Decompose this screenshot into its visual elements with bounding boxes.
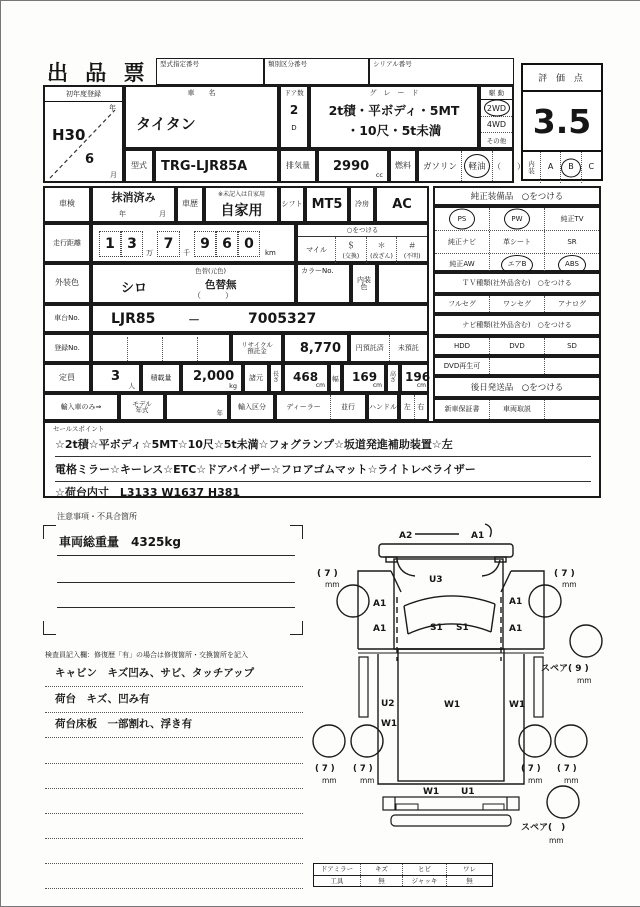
vehicle-name: タイタン [136, 115, 196, 133]
front-left-wheel [337, 585, 369, 617]
dvd-empty-2 [544, 358, 599, 374]
mileage-km-unit: km [265, 249, 276, 257]
registration-no-cell [91, 333, 231, 363]
blank-line-4 [45, 838, 303, 839]
equip-airbag: エアB [489, 254, 544, 275]
inspector-line-2: 荷台 キズ、凹み有 [45, 691, 303, 713]
model-code-label: 型式 [124, 149, 154, 183]
chassis-code: LJR85 [111, 311, 156, 327]
circle-note: ○をつける [298, 225, 427, 237]
exterior-color-value: シロ [121, 281, 148, 296]
label-a2: A2 [399, 531, 413, 541]
ac-label: 冷房 [349, 186, 375, 223]
truck-diagram [301, 513, 640, 858]
first-reg-year: H30 [52, 126, 86, 144]
tread-front-left-unit: mm [325, 580, 340, 589]
model-year-unit: 年 [216, 408, 223, 417]
class-division-no-label: 類別区分番号 [268, 60, 307, 68]
model-year-cell [165, 393, 229, 421]
load-label: 積載量 [141, 363, 181, 393]
color-change-label: 色替(元色) [195, 267, 227, 275]
tread-front-right: ( 7 ) [554, 569, 575, 579]
tv-type-header: ＴＶ種類(社外品含む) ○をつける [433, 272, 601, 294]
shift-label: シフト [279, 186, 305, 223]
grade-label: グ レ ー ド [369, 89, 419, 97]
tv-analog: アナログ [544, 296, 599, 312]
width-value: 169 [352, 370, 378, 384]
history-note: ※未記入は自家用 [217, 190, 266, 198]
history-value: 自家用 [220, 203, 263, 219]
mileage-digit-4: 9 [194, 231, 216, 257]
notes-title: 注意事項・不具合箇所 [57, 512, 137, 521]
tread-rear-left-inner-unit: mm [360, 776, 375, 785]
tread-rear-right-outer: ( 7 ) [557, 764, 577, 774]
equip-tv: 純正TV [544, 208, 599, 230]
interior-color-label: 内装 色 [351, 263, 377, 304]
vehicle-name-label: 車 名 [187, 89, 216, 97]
mileage-man-unit: 万 [146, 249, 153, 257]
spare-top-unit: mm [577, 676, 592, 685]
width-unit: cm [372, 382, 382, 389]
jack-none: 無 [446, 876, 492, 886]
shift-value: MT5 [305, 186, 349, 223]
bracket-bl [43, 621, 56, 635]
chassis-no-cell [91, 304, 429, 333]
spare-bottom-label: スペア( ) [521, 823, 566, 833]
deposit-paid: 円預託済 [355, 343, 384, 352]
meter-exchanged-option: ＄ (交換) [335, 237, 366, 263]
capacity-cell [91, 363, 141, 393]
chassis-dash: － [188, 313, 201, 327]
height-value: 196 [405, 370, 431, 384]
displacement-label: 排気量 [279, 149, 317, 183]
notes-rule-3 [57, 607, 295, 608]
interior-grade-c: C [581, 152, 601, 183]
tread-rear-right-outer-unit: mm [564, 776, 579, 785]
evaluation-score: 3.5 [532, 101, 592, 141]
tool-none: 無 [360, 876, 402, 886]
model-code: TRG-LJR85A [161, 159, 248, 174]
import-only-label: 輸入車のみ⇒ [43, 393, 119, 421]
label-a1-right-bottom: A1 [509, 624, 523, 634]
notes-rule-1 [57, 555, 295, 556]
inspector-line-1: キャビン キズ凹み、サビ、タッチアップ [45, 665, 303, 687]
registration-no-label: 登録No. [43, 333, 91, 363]
bracket-tl [43, 525, 56, 539]
notes-box [43, 525, 303, 635]
serial-no-box [369, 58, 514, 85]
month-unit: 月 [110, 171, 117, 179]
label-s1-left: S1 [430, 623, 443, 633]
class-division-no-box [264, 58, 369, 85]
interior-grade-b: B [560, 152, 580, 183]
spec-label: 諸元 [243, 363, 269, 393]
recycle-amount-cell [283, 333, 349, 363]
equip-abs: ABS [544, 254, 599, 275]
meter-unknown-option: ＃ (不明) [396, 237, 427, 263]
import-class-label: 輸入区分 [229, 393, 275, 421]
shaken-year-unit: 年 [119, 210, 126, 218]
mirror-label: ドアミラー [320, 865, 354, 874]
label-u2: U2 [381, 699, 395, 709]
reg-divider-3 [197, 337, 198, 361]
mileage-digit-1: 1 [99, 231, 121, 257]
notes-rule-2 [57, 582, 295, 583]
exterior-color-cell [91, 263, 296, 304]
oem-equipment-header: 純正装備品 ○をつける [433, 186, 601, 206]
dvd-playable: DVD再生可 [443, 361, 481, 370]
handle-label: ハンドル [367, 393, 399, 421]
drive-other: その他 [481, 132, 512, 147]
height-label: 高さ [386, 363, 400, 393]
deposit-status-cell [349, 333, 429, 363]
interior-grade-label: 内 装 [528, 160, 535, 175]
equip-navi: 純正ナビ [448, 237, 476, 246]
front-right-wheel [529, 585, 561, 617]
tread-front-left: ( 7 ) [317, 569, 338, 579]
ac-value: AC [375, 186, 429, 223]
gross-weight: 車両総重量 4325kg [59, 535, 181, 549]
serial-no-label: シリアル番号 [373, 60, 412, 68]
fuel-gasoline: ガソリン [422, 162, 457, 172]
navi-type-row [433, 336, 601, 356]
later-shipping-row [433, 398, 601, 421]
spare-bottom-unit: mm [549, 836, 564, 845]
displacement-value: 2990 [333, 159, 370, 174]
equip-leather-seat: 革シート [489, 231, 544, 253]
grade-cell [309, 85, 479, 149]
grade-line2: ・10尺・5t未満 [346, 123, 442, 138]
equip-ps: PS [435, 208, 489, 230]
mirror-crack: ヒビ [402, 864, 446, 875]
label-u1: U1 [461, 787, 475, 797]
width-label: 幅 [329, 363, 342, 393]
exterior-color-label: 外装色 [43, 263, 91, 304]
meter-tampered-option: ＊ (改ざん) [366, 237, 397, 263]
interior-grade-a: A [540, 152, 560, 183]
length-value: 468 [293, 370, 319, 384]
mileage-digit-5: 6 [216, 231, 238, 257]
model-designation-no-box [156, 58, 264, 85]
spare-tire-bottom [547, 786, 579, 818]
recycle-deposit-label: リサイクル 預託金 [231, 333, 283, 363]
mileage-digit-3: 7 [157, 231, 180, 257]
sales-line-2: 電格ミラー☆キーレス☆ETC☆ドアバイザー☆フロアゴムマット☆ライトレベライザー [55, 461, 591, 482]
color-change-value: 色替無 [205, 279, 237, 291]
label-w1-left: W1 [381, 719, 398, 729]
mileage-digit-6: 0 [238, 231, 260, 257]
vehicle-name-cell [124, 85, 279, 149]
load-unit: kg [229, 381, 237, 390]
tv-type-row [433, 294, 601, 314]
first-registration-label: 初年度登録 [45, 87, 122, 102]
mileage-label: 走行距離 [43, 223, 91, 263]
label-w1-mid: W1 [444, 700, 461, 710]
mirror-tool-table [313, 863, 493, 887]
mirror-scratch: キズ [360, 864, 402, 875]
tread-rear-left-inner: ( 7 ) [353, 764, 373, 774]
spare-tire-top [570, 625, 602, 657]
ship-warranty-book: 新車保証書 [444, 405, 480, 413]
tread-rear-left-outer-unit: mm [322, 776, 337, 785]
color-no-cell [296, 263, 351, 304]
doors-sub: D [291, 123, 297, 132]
inspector-line-3: 荷台床板 一部割れ、浮き有 [45, 716, 303, 738]
sales-points-box [43, 421, 601, 498]
navi-sd: SD [544, 338, 599, 354]
recycle-amount: 8,770 [299, 341, 341, 356]
chassis-serial: 7005327 [248, 311, 317, 327]
blank-line-3 [45, 813, 303, 814]
inspector-note: 検査員記入欄：修復歴「有」の場合は修復箇所・交換箇所を記入 [45, 651, 248, 659]
blank-line-1 [45, 763, 303, 764]
handle-left: 左 [403, 402, 411, 411]
doors-count: 2 [289, 103, 299, 117]
capacity-unit: 人 [128, 381, 135, 390]
height-unit: cm [416, 382, 426, 389]
handle-right: 右 [414, 395, 428, 419]
tread-front-right-unit: mm [562, 580, 577, 589]
dvd-playable-row [433, 356, 601, 376]
chassis-no-label: 車台No. [43, 304, 91, 333]
grade-line1: 2t積・平ボディ・5MT [328, 103, 460, 118]
rear-left-outer-wheel [313, 725, 345, 757]
tread-rear-right-inner: ( 7 ) [521, 764, 541, 774]
label-w1-right: W1 [509, 700, 526, 710]
spare-top-label: スペア( 9 ) [541, 664, 589, 674]
blank-line-5 [45, 863, 303, 864]
first-reg-month: 6 [85, 152, 95, 167]
jack-label: ジャッキ [402, 876, 446, 886]
shaken-month-unit: 月 [159, 210, 166, 218]
fuel-cell [417, 149, 525, 183]
sales-line-3: ☆荷台内寸 L3133 W1637 H381 [55, 486, 241, 499]
ship-manual: 車両取説 [489, 400, 544, 419]
tread-rear-left-outer: ( 7 ) [315, 764, 335, 774]
mirror-broken: ワレ [446, 864, 492, 875]
mileage-digit-2: 3 [121, 231, 143, 257]
import-class-cell [275, 393, 367, 421]
tv-fullseg: フルセグ [448, 299, 476, 308]
length-unit: cm [315, 382, 325, 389]
blank-line-2 [45, 788, 303, 789]
page-title: 出 品 票 [47, 61, 150, 85]
height-cell [400, 363, 429, 393]
first-registration-cell [43, 85, 124, 183]
history-label: 車歴 [176, 186, 204, 223]
equip-aw: 純正AW [449, 260, 475, 268]
drive-4wd: 4WD [481, 116, 512, 132]
navi-dvd: DVD [489, 338, 544, 354]
model-year-label: モデル 年式 [119, 393, 165, 421]
width-cell [342, 363, 386, 393]
history-cell [204, 186, 279, 223]
mile-label: マイル [306, 245, 327, 254]
tread-rear-right-inner-unit: mm [528, 776, 543, 785]
evaluation-box [521, 63, 603, 181]
label-s1-right: S1 [456, 623, 469, 633]
deposit-unpaid: 未預託 [389, 335, 428, 361]
equip-sr: SR [544, 231, 599, 253]
navi-type-header: ナビ種類(社外品含む) ○をつける [433, 314, 601, 336]
label-w1-bottom: W1 [423, 787, 440, 797]
color-change-paren: （ ） [193, 291, 233, 300]
label-a1-left-top: A1 [373, 599, 387, 609]
reg-divider-2 [162, 337, 163, 361]
equip-pw: PW [489, 208, 544, 230]
mile-options-cell [296, 223, 429, 263]
sales-line-1: ☆2t積☆平ボディ☆5MT☆10尺☆5t未満☆フォグランプ☆坂道発進補助装置☆左 [55, 436, 591, 457]
year-unit: 年 [109, 104, 116, 112]
later-shipping-header: 後日発送品 ○をつける [433, 376, 601, 398]
navi-hdd: HDD [453, 341, 471, 350]
reg-divider-1 [127, 337, 128, 361]
doors-cell [279, 85, 309, 149]
mileage-sen-unit: 千 [183, 249, 190, 257]
blank-line-6 [45, 888, 303, 889]
load-value: 2,000 [193, 369, 235, 384]
fuel-label: 燃料 [389, 149, 417, 183]
drive-2wd: 2WD [481, 100, 512, 116]
model-code-cell [154, 149, 279, 183]
capacity-label: 定員 [43, 363, 91, 393]
import-parallel: 並行 [330, 395, 365, 419]
color-no-label: カラーNo. [301, 267, 334, 275]
sales-points-label: セールスポイント [53, 425, 105, 433]
ship-empty [544, 400, 599, 419]
tv-oneseg: ワンセグ [489, 296, 544, 312]
doors-label: ドア数 [284, 88, 304, 97]
evaluation-label: 評 価 点 [523, 65, 601, 92]
rear-right-outer-wheel [555, 725, 587, 757]
drive-cell [479, 85, 514, 149]
displacement-unit: cc [375, 170, 383, 179]
tool-label: 工具 [330, 876, 344, 885]
length-label: 長さ [269, 363, 283, 393]
label-a1-roof: A1 [471, 531, 485, 541]
displacement-cell [317, 149, 389, 183]
length-cell [283, 363, 329, 393]
fuel-paren: （ ） [492, 151, 525, 181]
drive-label: 駆 動 [481, 87, 512, 100]
handle-cell [399, 393, 429, 421]
capacity-value: 3 [111, 369, 121, 384]
model-designation-no-label: 型式指定番号 [160, 60, 199, 68]
mileage-cell [91, 223, 296, 263]
load-cell [181, 363, 243, 393]
label-a1-right-top: A1 [509, 597, 523, 607]
shaken-label: 車検 [43, 186, 91, 223]
dvd-empty-1 [489, 358, 544, 374]
fuel-diesel: 軽油 [461, 151, 492, 181]
import-dealer: ディーラー [286, 402, 321, 411]
shaken-value: 抹消済み [111, 190, 156, 204]
interior-grade-row [523, 150, 601, 183]
interior-color-cell [377, 263, 429, 304]
oem-equipment-grid [433, 206, 601, 272]
label-a1-left-bottom: A1 [373, 624, 387, 634]
shaken-cell [91, 186, 176, 223]
label-u3: U3 [429, 575, 443, 585]
